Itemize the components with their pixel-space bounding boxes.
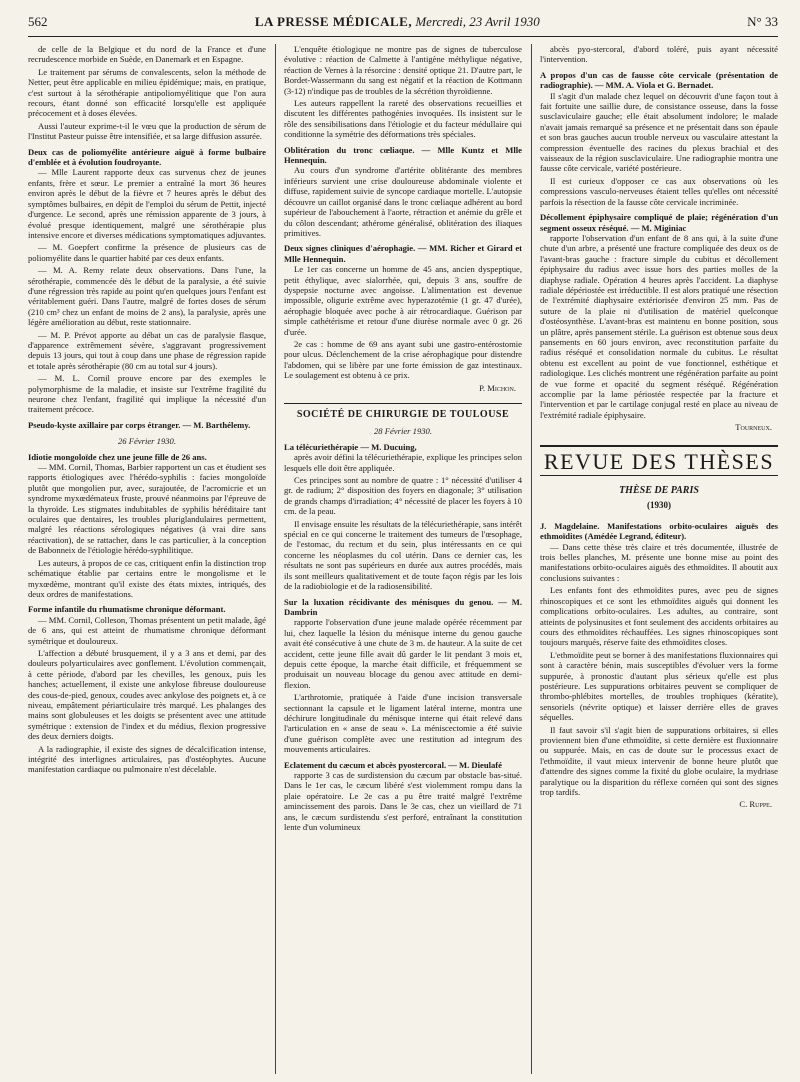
section-title: Idiotie mongoloïde chez une jeune fille de 26 ans. [28,451,207,462]
section-title: Oblitération du tronc cœliaque. — Mlle Kuntz et Mlle Hennequin. [284,144,522,166]
section-title: A propos d'un cas de fausse côte cervicale (présentation de radiographie). — MM. A. Viola et G. Bernadet. [540,69,778,91]
paragraph: rapporte l'observation d'une jeune malade opérée récemment par lui, chez laquelle la lésion du ménisque interne du genou gauche avait été consécutive à une chute de 3 m. de hauteur. A la suite de cet accident, cette jeune fille avait dû garder le lit pendant 3 mois et, depuis cette époque, la marche était difficile, et fréquemment se produisait un nouveau blocage du genou avec attitude en demi-flexion. [284,617,522,690]
section-title: Forme infantile du rhumatisme chronique déformant. [28,604,226,615]
paragraph: — M. P. Prévot apporte au débat un cas de paralysie flasque, d'apparence extrêmement sévère, s'aggravant progressivement depuis 13 jours, qui tout à coup dans une phase de régression rapide et totale après sérothérapie (80 cm au total sur 4 jours). [28,329,266,371]
paragraph: L'enquête étiologique ne montre pas de signes de tuberculose évolutive : réaction de Calmette à l'antigène méthylique négative, réaction de Vernes à la résorcine : densité optique 21. D'autre part, le Bordet-Wassermann du sang est négatif et la réaction de Kottmann (3-12) n'indique pas de troubles de la sécrétion thyroïdienne. [284,44,522,96]
paragraph: Il est curieux d'opposer ce cas aux observations où les compressions vasculo-nerveuses étaient telles qu'elles ont nécessité parfois la résection de la fausse côte cervicale incriminée. [540,175,778,207]
paragraph: abcès pyo-stercoral, d'abord toléré, puis ayant nécessité l'intervention. [540,44,778,65]
paragraph: Il faut savoir s'il s'agit bien de suppurations orbitaires, si elles proviennent bien d'une ethmoïdite, si cette dernière est fluxionnaire ou suppurée. Mais, en cas de doute sur le processus exact de l'ethmoïdite, il vaut mieux intervenir de bonne heure plutôt que d'attendre des signes comme la fixité du globe oculaire, la mydriase paralytique ou la disparition du réflexe cornéen qui sont des signes trop tardifs. [540,724,778,797]
these-year: (1930) [647,500,671,511]
section-title: Eclatement du cæcum et abcès pyostercoral. — M. Dieulafé [284,759,502,770]
paragraph: Les enfants font des ethmoïdites pures, avec peu de signes rhinoscopiques et ce sont les ethmoïdites aiguës qui donnent les complications orbito-oculaires. Les adultes, au contraire, sont atteints de polysinusites et font seulement des accidents orbitaires au cours des ethmoïdites réchauffées. Les signes rhinoscopiques sont toujours marqués, réserve faite des ethmoïdites closes. [540,585,778,648]
paragraph: rapporte 3 cas de surdistension du cæcum par obstacle bas-situé. Dans le 1er cas, le cæcum libéré s'est violemment rompu dans la plaie opératoire. Le 2e cas a pu être traité malgré l'extrême amincissement des parois. Dans le 3e cas, chez un vieillard de 71 ans, le cæcum surdistendu s'est perforé, entraînant la constitution lente d'un volumineux [284,770,522,833]
masthead [255,14,540,30]
date-line: 26 Février 1930. [118,436,176,447]
section-title: La télécuriethérapie — M. Ducuing, [284,441,417,452]
paragraph: 2e cas : homme de 69 ans ayant subi une gastro-entérostomie pour ulcus. Déclenchement de la crise aérophagique pour distendre l'abdomen, qui se libère par une forte émission de gaz intestinaux. Le soulagement est obtenu à ce prix. [284,338,522,381]
column-rule [275,44,276,1074]
paragraph: Les auteurs rappellent la rareté des observations recueillies et discutent les différentes pathogénies invoquées. Ils insistent sur le rôle des sensibilisations dans l'étiologie et du facteur médullaire qui conditionne la symétrie des déformations très spéciales. [284,98,522,140]
paragraph: L'affection a débuté brusquement, il y a 3 ans et demi, par des douleurs polyarticulaires avec gonflement. L'évolution commençait, à cette période, d'abord par les chevilles, les genoux, puis les hanches; actuellement, il existe une ankylose fibreuse douloureuse des cous-de-pied, genoux, coudes avec ankylose des poignets et, à ce niveau, empâtement périarticulaire très marqué. Les phalanges des mains sont globuleuses et les doigts se présentent avec une attitude symétrique : extension de l'index et du médius, flexion progressive des deux derniers doigts. [28,647,266,742]
paragraph: après avoir défini la télécuriethérapie, explique les principes selon lesquels elle doit être appliquée. [284,452,522,473]
paragraph: de celle de la Belgique et du nord de la France et d'une recrudescence morbide en Suède, en Danemark et en Espagne. [28,44,266,65]
these-heading: THÈSE DE PARIS [619,485,699,497]
society-heading: SOCIÉTÉ DE CHIRURGIE DE TOULOUSE [284,403,522,420]
paragraph: Le 1er cas concerne un homme de 45 ans, ancien dyspeptique, petit éthylique, avec sialorrhée, qui, depuis 3 ans, souffre de dyspepsie nocturne avec angoisse. L'alimentation est devenue impossible, oligurie extrême avec hyperazotémie (1 gr. 47 d'urée), aérophagie bloquée avec poche à air rétrocardiaque. Guérison par simple cathétérisme et retour d'une diurèse normale avec 0 gr. 26 d'urée. [284,264,522,337]
paragraph: — Mlle Laurent rapporte deux cas survenus chez de jeunes enfants, frère et sœur. Le premier a entraîné la mort 36 heures environ après le début de la fièvre et 7 heures après le début des symptômes bulbaires, en dépit de l'emploi du sérum de Pettit, injecté d'urgence. Le second, après une rémission apparente de 3 jours, à évolué presque identiquement, malgré une sérothérapie plus intensive encore et diverses médications symptomatiques adjuvantes. [28,167,266,240]
paragraph: Il s'agit d'un malade chez lequel on découvrit d'une façon tout à fait fortuite une saillie dure, de consistance osseuse, dans la fosse susclaviculaire gauche; elle était absolument indolore; le malade n'avait jamais remarqué sa présence et ne présentait dans son épaule et son bras gauches aucun trouble nerveux ou vasculaire attestant la compression éventuelle des racines du plexus brachial et des vaisseaux de la région susclaviculaire. Une radiographie montra une fausse côte cervicale, variété postérieure. [540,90,778,174]
section-title: J. Magdelaine. Manifestations orbito-oculaires aiguës des ethmoïdites (Amédée Legrand, éditeur). [540,520,778,542]
paragraph: — M. Goepfert confirme la présence de plusieurs cas de poliomyélite dans le quartier habité par ces deux enfants. [28,242,266,263]
section-title: Sur la luxation récidivante des ménisques du genou. — M. Dambrin [284,596,522,617]
paragraph: Les auteurs, à propos de ce cas, critiquent enfin la distinction trop schématique établie par certains entre le mongolisme et le myxœdème, montrant qu'il existe des états mixtes, intriqués, des deux ordres de manifestations. [28,557,266,599]
columns [28,44,778,1074]
revue-title: REVUE DES THÈSES [540,445,778,476]
page-header [28,14,778,37]
paragraph: Ces principes sont au nombre de quatre : 1° nécessité d'utiliser 4 gr. de radium; 2° disposition des foyers en diagonale; 3° utilisation de grands champs d'irradiation; 4° nécessité de placer les foyers à 10 cm. de la peau. [284,475,522,517]
paragraph: — MM. Cornil, Thomas, Barbier rapportent un cas et étudient ses rapports étiologiques avec l'hérédo-syphilis : facies mongoloïde plutôt que mongolien pur, avec, surajoutée, de l'acromicrie et un syndrome myxœdémateux fruste, prouvé néanmoins par l'épreuve de la thyroïde. Les stigmates indubitables de syphilis héréditaire tant oculaires que dentaires, les troubles pluriglandulaires permettent, malgré les réactions sérologiques négatives (à vrai dire sans réactivation), de se rattacher, dans le cas particulier, à la conception de Babonneix de l'étiologie hérédo-syphilitique. [28,462,266,556]
paragraph: Il envisage ensuite les résultats de la télécuriethérapie, sans intérêt spécial en ce qui concerne le traitement des tumeurs de l'œsophage, de l'estomac, du rectum et du sein, plus intéressants en ce qui concerne les néoplasmes du col utérin. Dans ce dernier cas, les résultats ne sont pas supérieurs en durée aux autres procédés, mais ils sont meilleurs qualitativement et de toute façon régis par les lois de la radiobiologie et de la radiosensibilité. [284,518,522,592]
column-1 [28,44,266,1074]
column-3 [540,44,778,1074]
paragraph: Aussi l'auteur exprime-t-il le vœu que la production de sérum de l'Institut Pasteur puisse être intensifiée, et sa large diffusion assurée. [28,120,266,142]
issue-number: N° 33 [747,14,778,29]
paragraph: — MM. Cornil, Colleson, Thomas présentent un petit malade, âgé de 6 ans, qui est atteint de rhumatisme chronique déformant symétrique et douloureux. [28,614,266,646]
section-title: Décollement épiphysaire compliqué de plaie; régénération d'un segment osseux réséqué. — M. Miginiac [540,212,778,233]
paragraph: A la radiographie, il existe des signes de décalcification intense, intégrité des interlignes articulaires, pas d'ostéophytes. Aucune manifestation cardiaque ou pulmonaire n'est décelable. [28,743,266,775]
date-line: 28 Février 1930. [374,426,432,437]
paragraph: rapporte l'observation d'un enfant de 8 ans qui, à la suite d'une chute d'un arbre, a présenté une fracture compliquée des deux os de l'avant-bras gauche : fracture simple du cubitus et décollement épiphysaire du radius avec issue hors des parties molles de la diaphyse radiale. Opération 4 heures après l'accident. La diaphyse radiale dépériostée est irréductible. Il est alors pratiqué une résection de l'extrémité diaphysaire extériorisée d'environ 25 mm. Pas de suture de la plaie ni d'utilisation de matériel quelconque d'ostéosynthèse. L'avant-bras est maintenu en bonne position, sous un plâtre, après pansement stérile. La guérison est obtenue sous deux pansements en 60 jours environ, avec reconstitution parfaite du radius réséqué et consolidation normale du cubitus. Le résultat obtenu est excellent au point de vue fonctionnel, esthétique et radiologique. Les clichés montrent une régénération parfaite au point de vue forme et opacité du segment réséqué. Régénération accomplie par la lame périostée respectée par la fracture et l'intervention et par le cartilage conjugal resté en place au niveau de l'extrémité radiale épiphysaire. [540,232,778,420]
journal-name: LA PRESSE MÉDICALE, [254,14,413,29]
page-number: 562 [28,14,48,29]
paragraph: — M. L. Cornil prouve encore par des exemples le polymorphisme de la maladie, et insiste sur l'extrême fragilité du neurone chez l'enfant, fragilité qui implique la nécessité d'un traitement précoce. [28,373,266,415]
section-title: Pseudo-kyste axillaire par corps étranger. — M. Barthélemy. [28,419,251,430]
paragraph: L'arthrotomie, pratiquée à l'aide d'une incision transversale sectionnant la capsule et le ligament latéral interne, montra une déchirure longitudinale du ménisque interne qui était relevé dans l'articulation en « anse de seau ». La méniscectomie a été suivie d'une guérison complète avec une restitution ad integrum des mouvements articulaires. [284,692,522,755]
paragraph: L'ethmoïdite peut se borner à des manifestations fluxionnaires qui sont à caractère bénin, mais susceptibles d'évoluer vers la forme suppurée, à pronostic d'autant plus sérieux qu'elle est plus postérieure. Les suppurations orbitaires peuvent se compliquer de thrombo-phlébites mortelles, de troubles trophiques (kératite), sensoriels (névrite optique) et laisser derrière elles de graves séquelles. [540,649,778,723]
signature: C. Ruppe. [739,799,772,810]
paragraph: Au cours d'un syndrome d'artérite oblitérante des membres inférieurs survient une crise douloureuse abdominale violente et diffuse, rapidement suivie de syncope cardiaque mortelle. L'autopsie découvre un caillot organisé dans le tronc cœliaque adhérent au bord supérieur de l'abouchement à l'aorte, rétraction et anémie du grêle et du côlon descendant; athérome généralisé, oblitération des iliaques primitives. [284,165,522,238]
paragraph: — M. A. Remy relate deux observations. Dans l'une, la sérothérapie, commencée dès le début de la paralysie, a été suivie d'une régression très rapide au point qu'en quelques jours l'enfant est véritablement guéri. Dans l'autre, malgré de fortes doses de sérum (210 cm³ chez un enfant de moins de 2 ans), la paralysie, après une légère amélioration au début, reste stationnaire. [28,265,266,328]
paragraph: — Dans cette thèse très claire et très documentée, illustrée de trois belles planches, M. présente une bonne mise au point des manifestations orbito-oculaires aiguës des ethmoïdites. Il aboutit aux conclusions suivantes : [540,541,778,583]
signature: Tourneux. [735,422,772,433]
column-2 [284,44,522,1074]
newspaper-page [28,14,778,1074]
issue-date: Mercredi, 23 Avril 1930 [415,14,540,29]
section-title: Deux signes cliniques d'aérophagie. — MM. Richer et Girard et Mlle Hennequin. [284,243,522,264]
paragraph: Le traitement par sérums de convalescents, selon la méthode de Netter, peut être applicable en milieu épidémique; mais, en pratique, c'est surtout à la sérothérapie antipoliomyélitique que l'on aura recours, étant donné son efficacité lorsqu'elle est appliquée précocement et à doses élevées. [28,66,266,119]
column-rule [531,44,532,1074]
section-title: Deux cas de poliomyélite antérieure aiguë à forme bulbaire d'emblée et à évolution foudroyante. [28,146,266,168]
signature: P. Michon. [479,382,516,393]
